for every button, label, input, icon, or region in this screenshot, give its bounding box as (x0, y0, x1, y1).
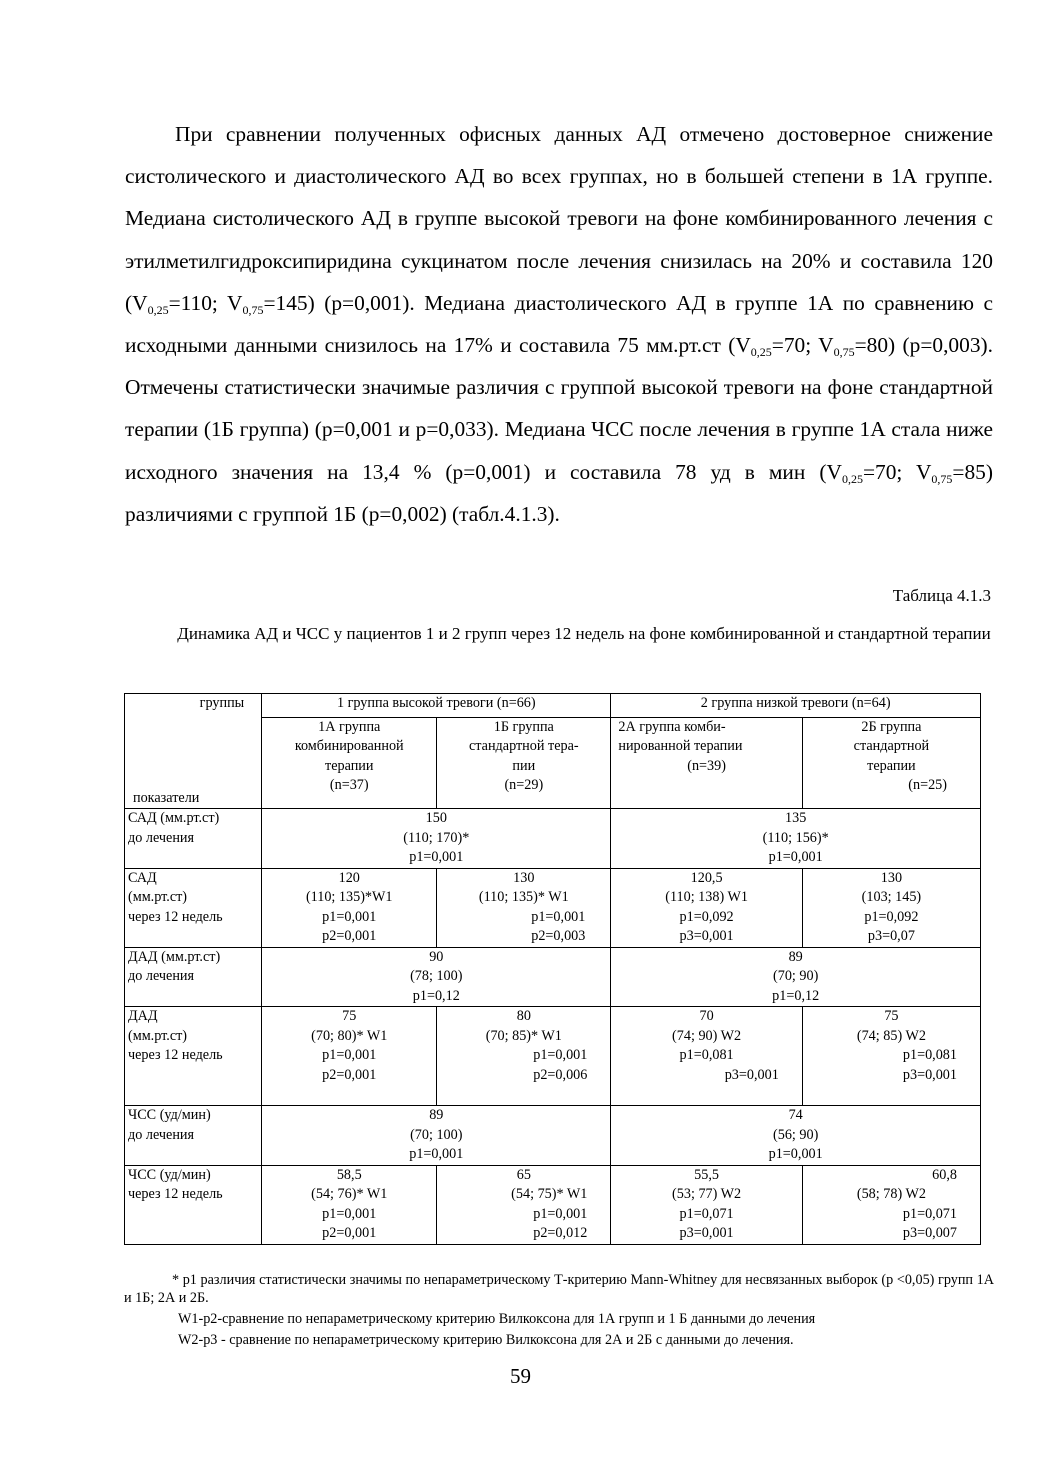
value-cell: 70 (74; 90) W2 p1=0,081 p3=0,001 (611, 1007, 802, 1106)
value-cell: 89 (70; 90) p1=0,12 (611, 947, 981, 1007)
table-title: Динамика АД и ЧСС у пациентов 1 и 2 групп через 12 недель на фоне комбинированной и стандартной терапии (177, 624, 991, 643)
value-cell: 58,5 (54; 76)* W1 p1=0,001 p2=0,001 (262, 1165, 437, 1244)
value-cell: 75 (74; 85) W2 p1=0,081 p3=0,001 (802, 1007, 980, 1106)
table-row (125, 1165, 981, 1244)
table-number: Таблица 4.1.3 (892, 586, 991, 605)
footnote-p1: * p1 различия статистически значимы по непараметрическому Т-критерию Mann-Whitney для несвязанных выборок (р <0,05) групп 1А и 1Б; 2А и 2Б. (124, 1272, 994, 1306)
value-cell: 55,5 (53; 77) W2 p1=0,071 p3=0,001 (611, 1165, 802, 1244)
value-cell: 75 (70; 80)* W1 p1=0,001 p2=0,001 (262, 1007, 437, 1106)
table-row (125, 947, 981, 1007)
page-number: 59 (510, 1364, 531, 1388)
table-header-row (125, 694, 981, 718)
results-table (124, 693, 981, 1245)
value-cell: 74 (56; 90) p1=0,001 (611, 1106, 981, 1166)
subgroup-1b: 1Б группа стандартной тера- пии (n=29) (437, 717, 611, 808)
row-label: САД (мм.рт.ст) через 12 недель (125, 868, 262, 947)
row-label: ДАД (мм.рт.ст) до лечения (125, 947, 262, 1007)
value-cell: 120 (110; 135)*W1 p1=0,001 p2=0,001 (262, 868, 437, 947)
row-label: ДАД (мм.рт.ст) через 12 недель (125, 1007, 262, 1106)
value-cell: 90 (78; 100) p1=0,12 (262, 947, 611, 1007)
value-cell: 89 (70; 100) p1=0,001 (262, 1106, 611, 1166)
group1-header: 1 группа высокой тревоги (n=66) (262, 694, 611, 718)
value-cell: 130 (103; 145) p1=0,092 p3=0,07 (802, 868, 980, 947)
table-row (125, 868, 981, 947)
group2-header: 2 группа низкой тревоги (n=64) (611, 694, 981, 718)
footnote-w2: W2-p3 - сравнение по непараметрическому критерию Вилкоксона для 2А и 2Б с данными до лечения. (178, 1332, 794, 1348)
value-cell: 135 (110; 156)* p1=0,001 (611, 809, 981, 869)
value-cell: 80 (70; 85)* W1 p1=0,001 p2=0,006 (437, 1007, 611, 1106)
value-cell: 120,5 (110; 138) W1 p1=0,092 p3=0,001 (611, 868, 802, 947)
subgroup-2a: 2А группа комби- нированной терапии (n=39) (611, 717, 802, 808)
row-label: ЧСС (уд/мин) до лечения (125, 1106, 262, 1166)
subgroup-1a: 1А группа комбинированной терапии (n=37) (262, 717, 437, 808)
table-row (125, 1106, 981, 1166)
value-cell: 65 (54; 75)* W1 p1=0,001 p2=0,012 (437, 1165, 611, 1244)
table-row (125, 1007, 981, 1106)
value-cell: 130 (110; 135)* W1 p1=0,001 p2=0,003 (437, 868, 611, 947)
subgroup-2b: 2Б группа стандартной терапии (n=25) (802, 717, 980, 808)
value-cell: 150 (110; 170)* p1=0,001 (262, 809, 611, 869)
row-label: САД (мм.рт.ст) до лечения (125, 809, 262, 869)
table-row (125, 809, 981, 869)
row-label: ЧСС (уд/мин) через 12 недель (125, 1165, 262, 1244)
footnote-w1: W1-p2-сравнение по непараметрическому критерию Вилкоксона для 1А групп и 1 Б данными до лечения (178, 1311, 816, 1327)
value-cell: 60,8 (58; 78) W2 p1=0,071 p3=0,007 (802, 1165, 980, 1244)
body-paragraph: При сравнении полученных офисных данных АД отмечено достоверное снижение систолического и диастолического АД во всех группах, но в большей степени в 1А группе. Медиана систолического АД в группе высокой тревоги на фоне комбинированного лечения с этилметилгидроксипиридина сукцинатом после лечения снизилась на 20% и составила 120 ($V_{0,25}=110$; $V_{0,75}=145$) (p=0,001). Медиана диастолического АД в группе 1А по сравнению с исходными данными снизилось на 17% и составила 75 мм.рт.ст ($V_{0,25}=70$; $V_{0,75}=80$) (p=0,003). Отмечены статистически значимые различия с группой высокой тревоги на фоне стандартной терапии (1Б группа) (p=0,001 и p=0,033). Медиана ЧСС после лечения в группе 1А стала ниже исходного значения на 13,4 % (p=0,001) и составила 78 уд в мин ($V_{0,25}=70$; $V_{0,75}=85$) различиями с группой 1Б (p=0,002) (табл.4.1.3). (125, 122, 993, 526)
corner-cell: группы показатели (125, 694, 262, 809)
